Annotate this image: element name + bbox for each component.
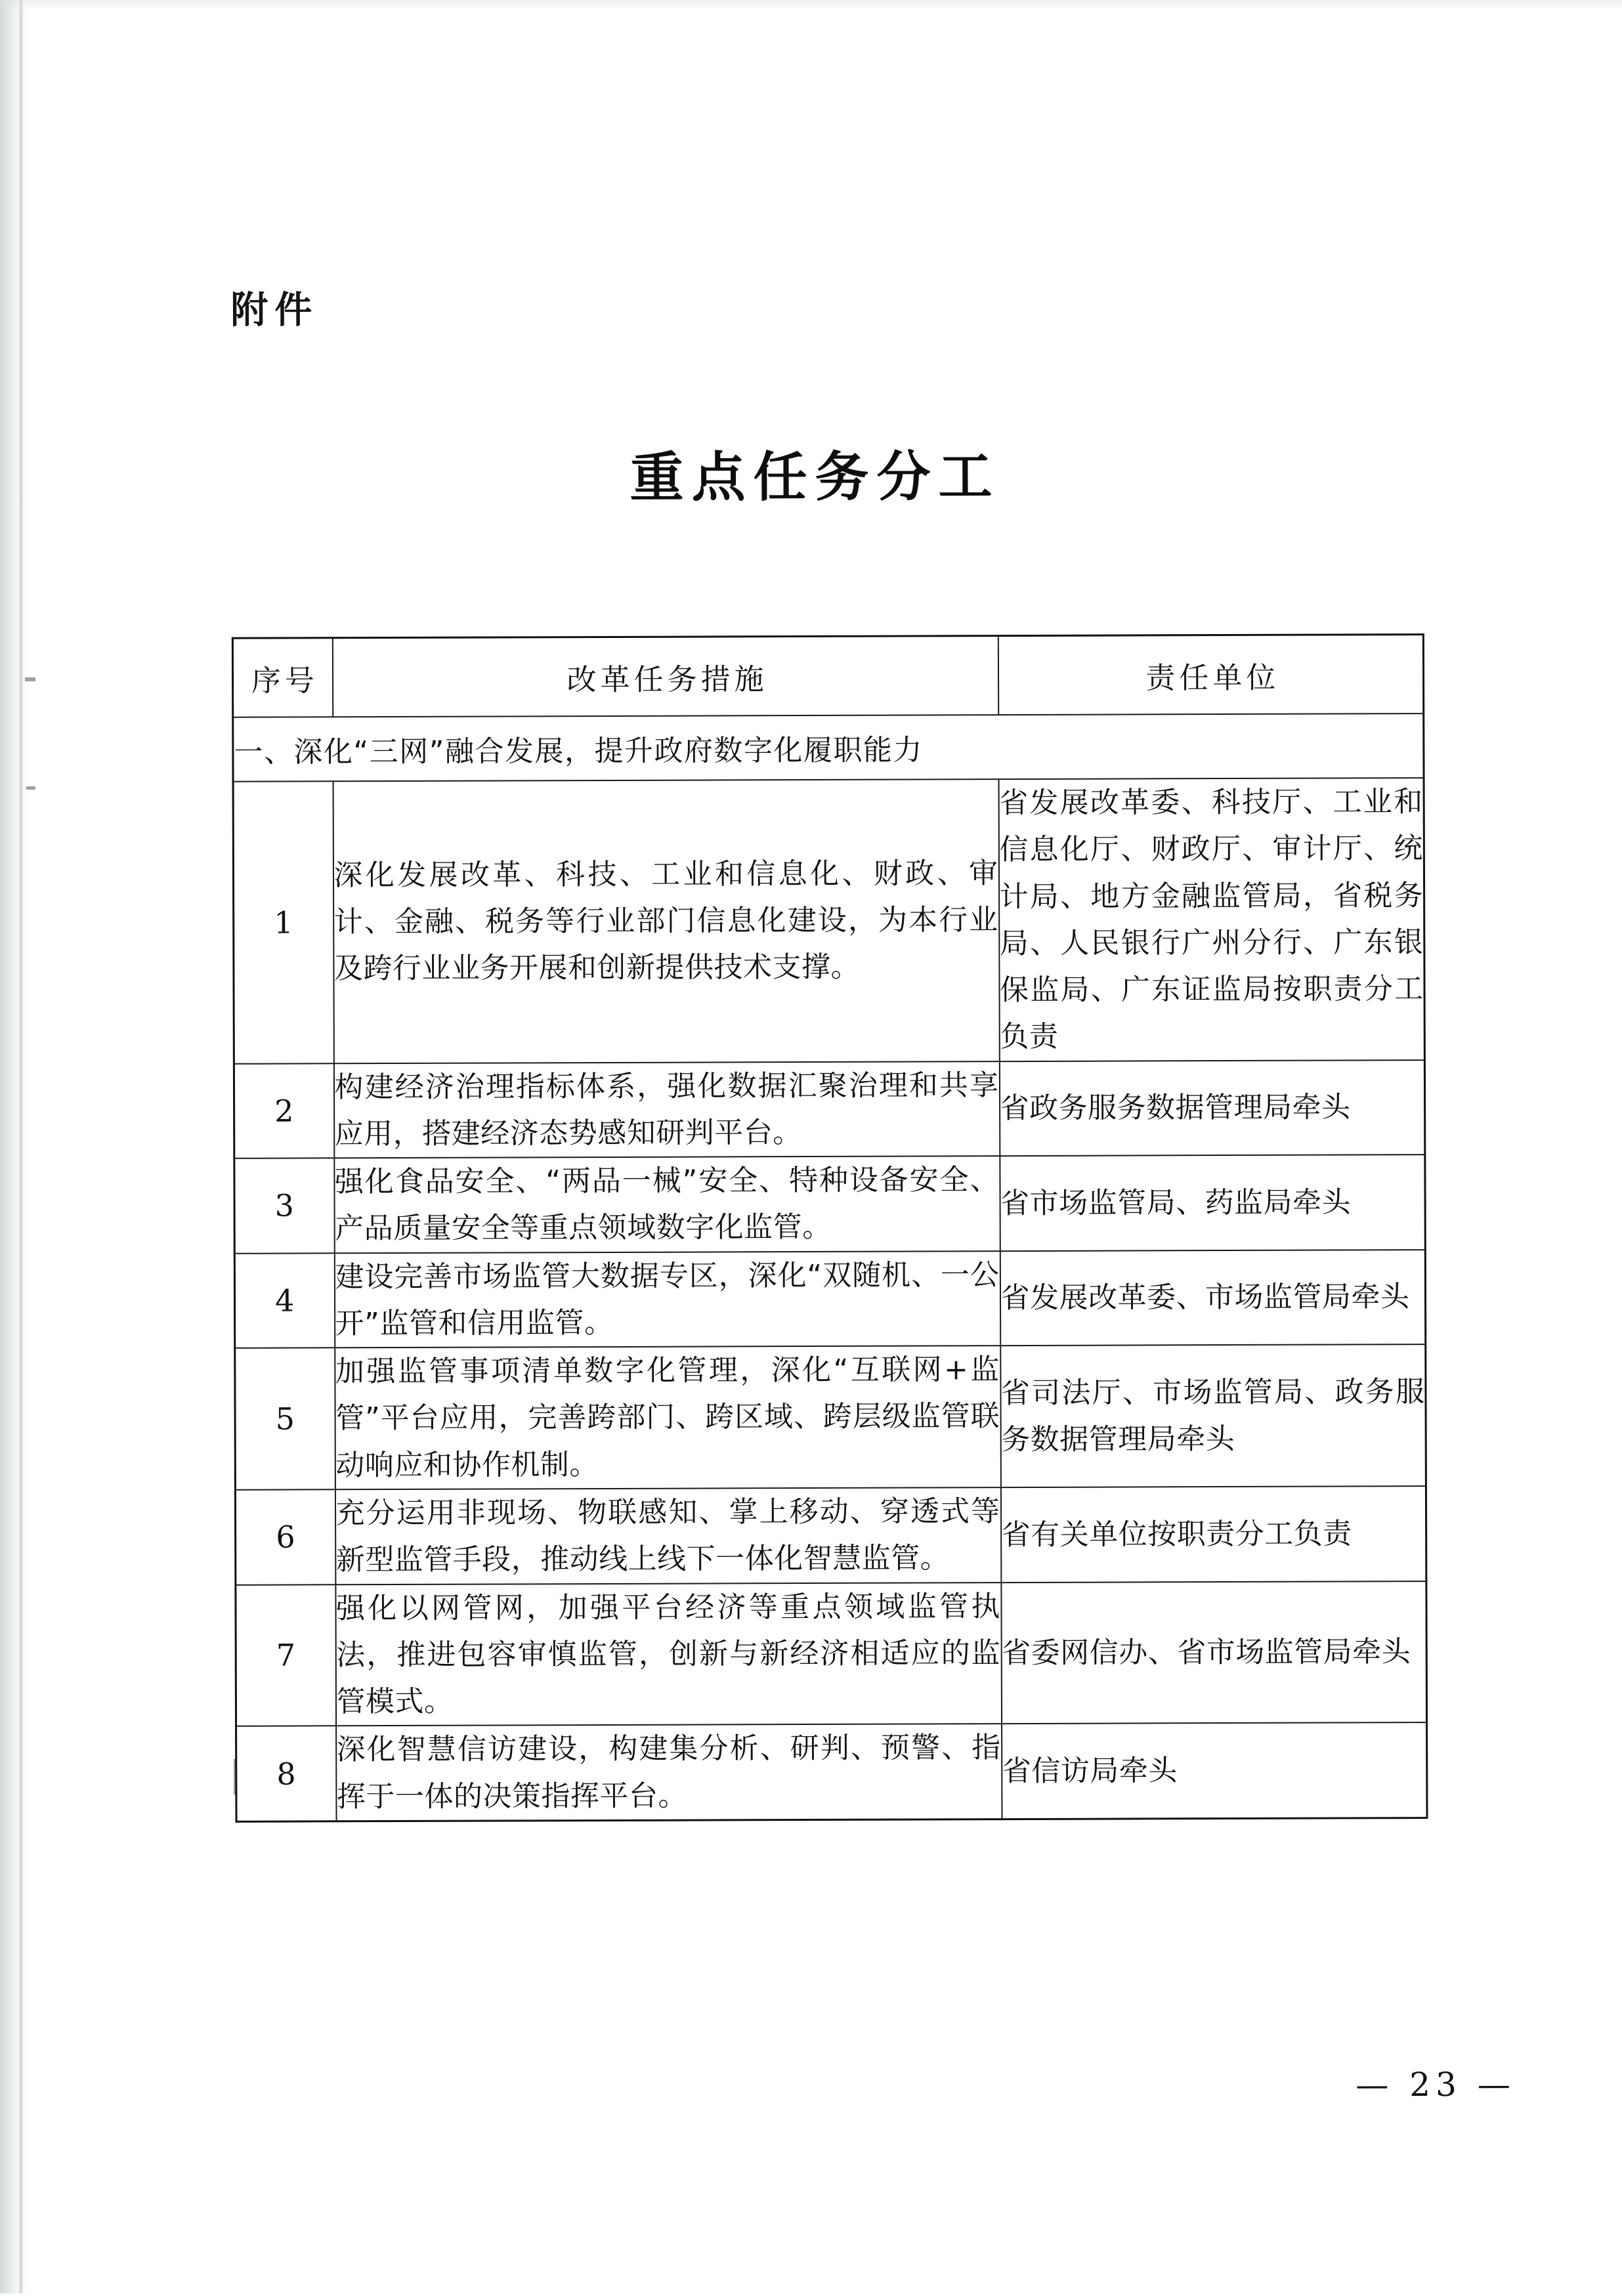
column-header-task: 改革任务措施 [332, 636, 998, 717]
row-task: 构建经济治理指标体系，强化数据汇聚治理和共享应用，搭建经济态势感知研判平台。 [333, 1061, 999, 1159]
row-task: 强化食品安全、“两品一械”安全、特种设备安全、产品质量安全等重点领域数字化监管。 [334, 1156, 1000, 1253]
row-number: 3 [234, 1158, 334, 1253]
row-unit: 省信访局牵头 [1002, 1722, 1427, 1819]
task-table [232, 633, 1428, 1823]
row-task: 建设完善市场监管大数据专区，深化“双随机、一公开”监管和信用监管。 [334, 1251, 1000, 1348]
section-heading: 一、深化“三网”融合发展，提升政府数字化履职能力 [233, 713, 1424, 782]
attachment-label: 附件 [230, 288, 319, 332]
column-header-no: 序号 [232, 638, 332, 717]
row-number: 8 [236, 1726, 336, 1822]
row-number: 1 [233, 781, 333, 1063]
row-unit: 省发展改革委、市场监管局牵头 [1000, 1250, 1425, 1346]
row-task: 深化发展改革、科技、工业和信息化、财政、审计、金融、税务等行业部门信息化建设，为本行业及跨行业业务开展和创新提供技术支撑。 [333, 779, 999, 1063]
section-heading-row [233, 713, 1424, 782]
row-task: 深化智慧信访建设，构建集分析、研判、预警、指挥于一体的决策指挥平台。 [336, 1724, 1002, 1821]
column-header-unit: 责任单位 [998, 635, 1423, 715]
row-unit: 省发展改革委、科技厅、工业和信息化厅、财政厅、审计厅、统计局、地方金融监管局，省税务局、人民银行广州分行、广东银保监局、广东证监局按职责分工负责 [998, 778, 1424, 1061]
row-unit: 省市场监管局、药监局牵头 [1000, 1155, 1425, 1251]
table-row [234, 1060, 1424, 1159]
row-unit: 省有关单位按职责分工负责 [1000, 1486, 1426, 1583]
row-task: 充分运用非现场、物联感知、掌上移动、穿透式等新型监管手段，推动线上线下一体化智慧监管。 [335, 1487, 1000, 1584]
table-row [236, 1581, 1427, 1726]
task-table-container [232, 633, 1426, 1823]
row-task: 加强监管事项清单数字化管理，深化“互联网+监管”平台应用，完善跨部门、跨区域、跨层级监管联动响应和协作机制。 [335, 1346, 1001, 1489]
table-row [236, 1722, 1427, 1821]
row-unit: 省司法厅、市场监管局、政务服务数据管理局牵头 [1000, 1344, 1426, 1487]
row-number: 2 [234, 1063, 333, 1159]
table-row [233, 778, 1424, 1063]
row-task: 强化以网管网，加强平台经济等重点领域监管执法，推进包容审慎监管，创新与新经济相适应的监管模式。 [335, 1583, 1002, 1726]
row-number: 4 [234, 1253, 334, 1348]
table-header-row [232, 635, 1423, 717]
row-number: 5 [235, 1348, 335, 1489]
row-unit: 省委网信办、省市场监管局牵头 [1001, 1581, 1427, 1724]
row-unit: 省政务服务数据管理局牵头 [999, 1060, 1424, 1157]
table-row [234, 1250, 1425, 1348]
table-row [235, 1486, 1426, 1584]
row-number: 6 [235, 1489, 335, 1584]
page-title: 重点任务分工 [630, 445, 1000, 509]
table-row [235, 1344, 1426, 1489]
row-number: 7 [236, 1584, 336, 1726]
table-row [234, 1155, 1425, 1253]
page-number: — 23 — [1355, 2065, 1516, 2104]
